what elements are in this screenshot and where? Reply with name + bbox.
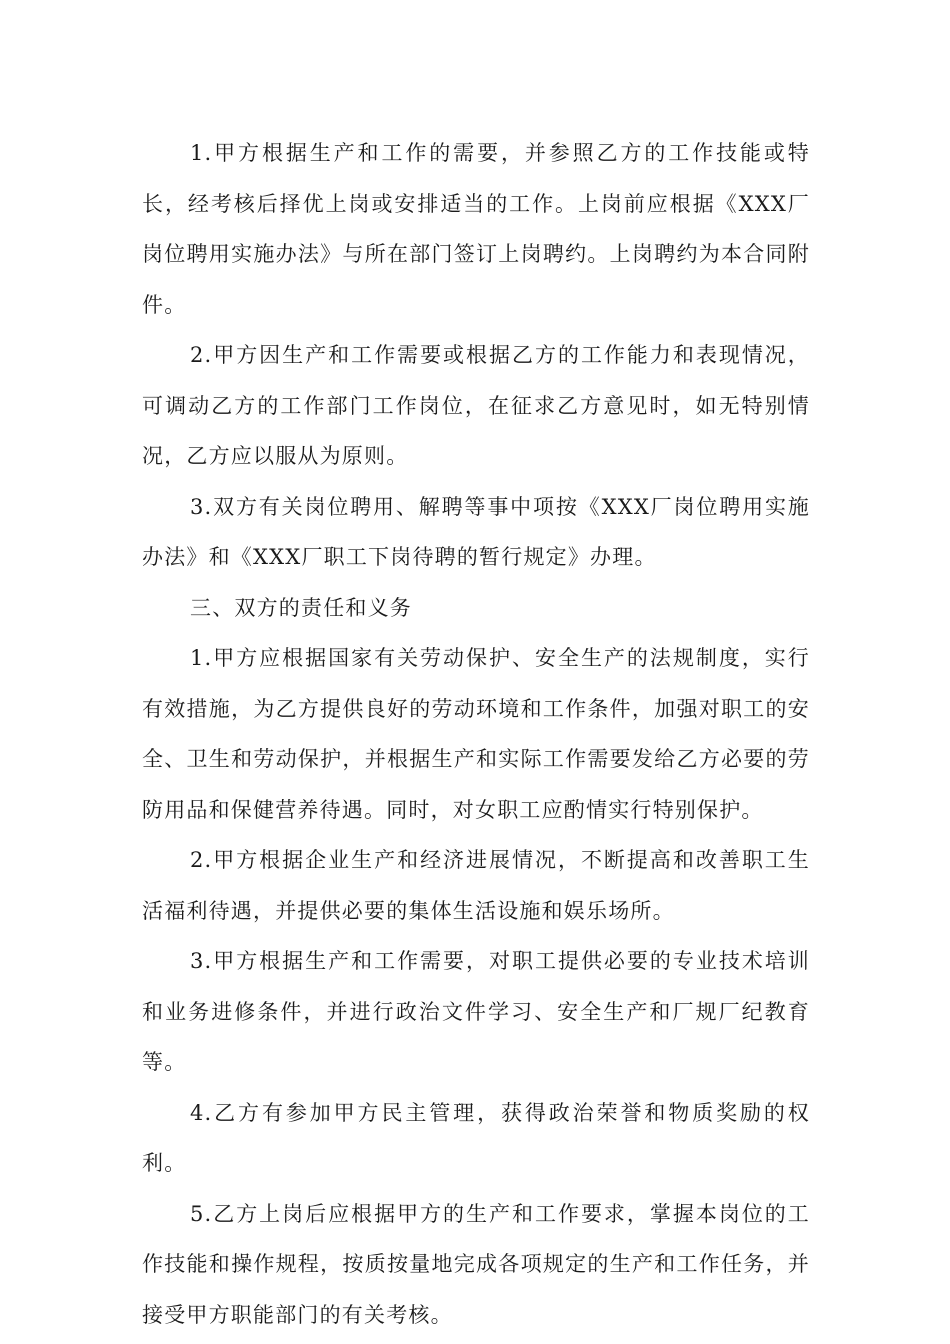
section-heading: 三、双方的责任和义务 [190, 595, 412, 620]
paragraph-welfare: 2.甲方根据企业生产和经济进展情况，不断提高和改善职工生活福利待遇，并提供必要的集体生活设施和娱乐场所。 [142, 848, 810, 923]
paragraph-rights: 4.乙方有参加甲方民主管理，获得政治荣誉和物质奖励的权利。 [142, 1100, 810, 1175]
paragraph-training: 3.甲方根据生产和工作需要，对职工提供必要的专业技术培训和业务进修条件，并进行政治文件学习、安全生产和厂规厂纪教育等。 [142, 949, 810, 1074]
paragraph-duties: 5.乙方上岗后应根据甲方的生产和工作要求，掌握本岗位的工作技能和操作规程，按质按量地完成各项规定的生产和工作任务，并接受甲方职能部门的有关考核。 [142, 1201, 810, 1327]
paragraph-job-transfer: 2.甲方因生产和工作需要或根据乙方的工作能力和表现情况，可调动乙方的工作部门工作岗位，在征求乙方意见时，如无特别情况，乙方应以服从为原则。 [142, 343, 810, 468]
document-body [142, 128, 810, 1340]
paragraph-labor-protection: 1.甲方应根据国家有关劳动保护、安全生产的法规制度，实行有效措施，为乙方提供良好的劳动环境和工作条件，加强对职工的安全、卫生和劳动保护，并根据生产和实际工作需要发给乙方必要的劳防用品和保健营养待遇。同时，对女职工应酌情实行特别保护。 [142, 646, 810, 822]
paragraph-job-assignment: 1.甲方根据生产和工作的需要，并参照乙方的工作技能或特长，经考核后择优上岗或安排适当的工作。上岗前应根据《XXX厂岗位聘用实施办法》与所在部门签订上岗聘约。上岗聘约为本合同附件。 [142, 141, 810, 317]
paragraph-hiring-rules: 3.双方有关岗位聘用、解聘等事中项按《XXX厂岗位聘用实施办法》和《XXX厂职工下岗待聘的暂行规定》办理。 [142, 494, 810, 569]
